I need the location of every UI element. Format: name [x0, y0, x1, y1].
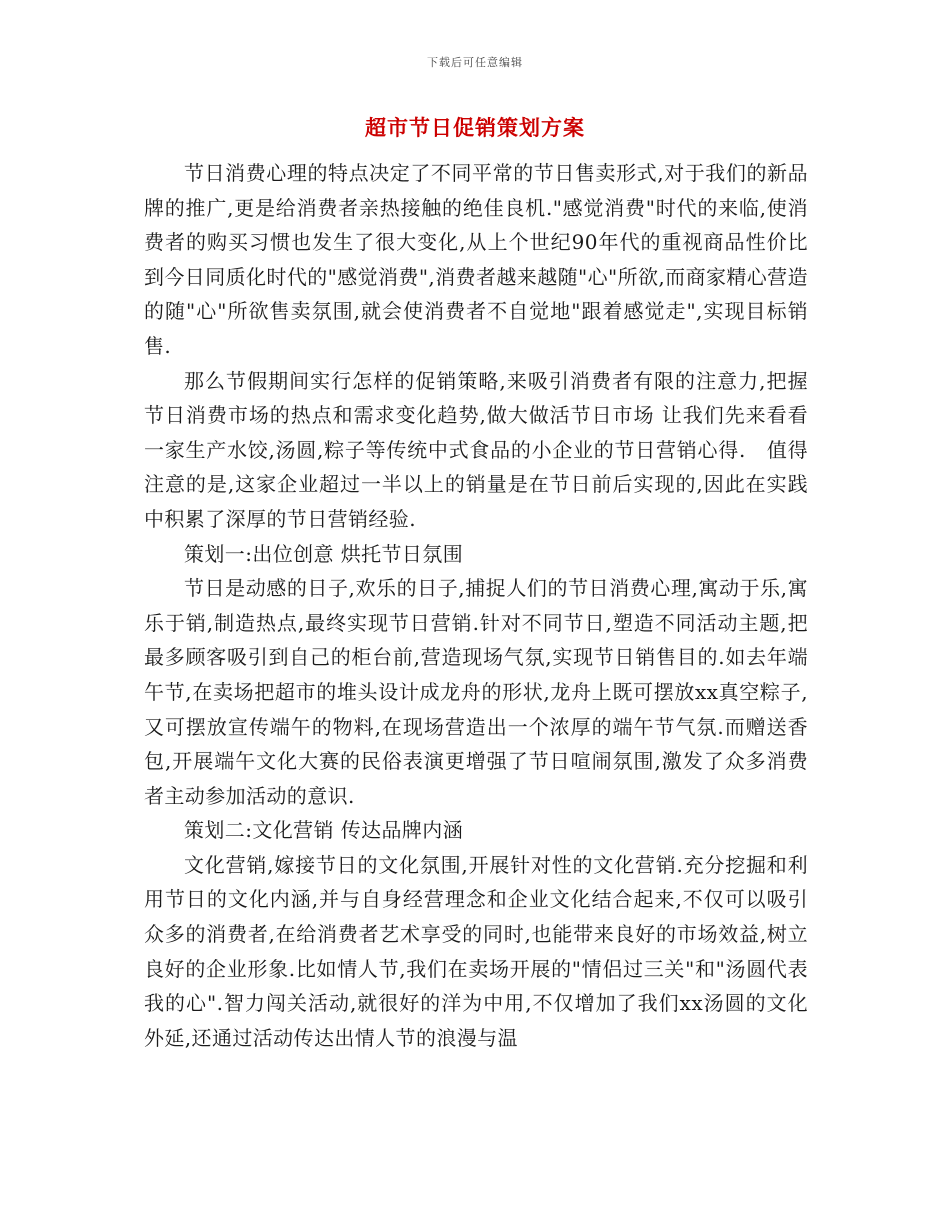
section-heading-plan-1: 策划一:出位创意 烘托节日氛围 — [184, 541, 464, 566]
section-heading-plan-2: 策划二:文化营销 传达品牌内涵 — [184, 818, 464, 843]
paragraph-intro: 节日消费心理的特点决定了不同平常的节日售卖形式,对于我们的新品牌的推广,更是给消费者亲热接触的绝佳良机."感觉消费"时代的来临,使消费者的购买习惯也发生了很大变化,从上个世纪90年代的重视商品性价比到今日同质化时代的"感觉消费",消费者越来越随"心"所欲,而商家精心营造的随"心"所欲售卖氛围,就会使消费者不自觉地"跟着感觉走",实现目标销售. — [144, 161, 808, 358]
paragraph-strategy-question: 那么节假期间实行怎样的促销策略,来吸引消费者有限的注意力,把握节日消费市场的热点和需求变化趋势,做大做活节日市场 让我们先来看看一家生产水饺,汤圆,粽子等传统中式食品的小企业的节日营销心得. 值得注意的是,这家企业超过一半以上的销量是在节日前后实现的,因此在实践中积累了深厚的节日营销经验. — [144, 368, 808, 531]
paragraph-plan-1: 节日是动感的日子,欢乐的日子,捕捉人们的节日消费心理,寓动于乐,寓乐于销,制造热点,最终实现节日营销.针对不同节日,塑造不同活动主题,把最多顾客吸引到自己的柜台前,营造现场气氛,实现节日销售目的.如去年端午节,在卖场把超市的堆头设计成龙舟的形状,龙舟上既可摆放xx真空粽子,又可摆放宣传端午的物料,在现场营造出一个浓厚的端午节气氛.而赠送香包,开展端午文化大赛的民俗表演更增强了节日喧闹氛围,激发了众多消费者主动参加活动的意识. — [144, 576, 808, 808]
header-note: 下载后可任意编辑 — [427, 56, 523, 69]
document-body — [144, 156, 808, 1055]
paragraph-plan-2: 文化营销,嫁接节日的文化氛围,开展针对性的文化营销.充分挖掘和利用节日的文化内涵,并与自身经营理念和企业文化结合起来,不仅可以吸引众多的消费者,在给消费者艺术享受的同时,也能带来良好的市场效益,树立良好的企业形象.比如情人节,我们在卖场开展的"情侣过三关"和"汤圆代表我的心".智力闯关活动,就很好的洋为中用,不仅增加了我们xx汤圆的文化外延,还通过活动传达出情人节的浪漫与温 — [144, 852, 808, 1050]
document-title: 超市节日促销策划方案 — [365, 115, 585, 140]
